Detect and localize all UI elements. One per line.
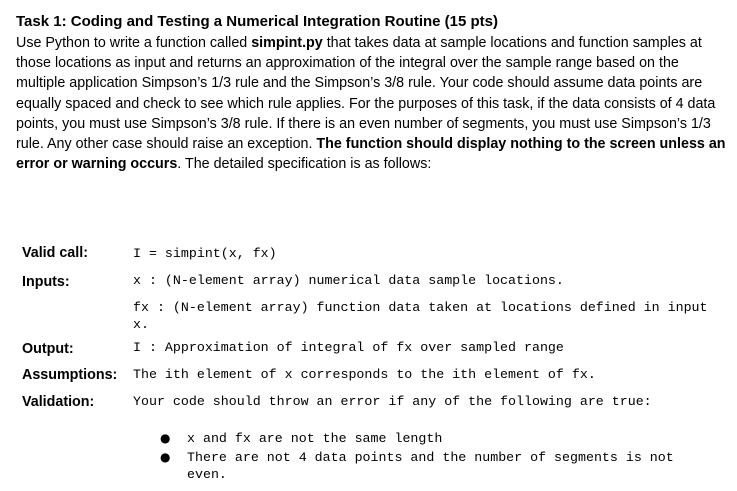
filename-text: simpint.py [251,35,323,51]
task-description [16,33,728,174]
task-title: Task 1: Coding and Testing a Numerical Integration Routine (15 pts) [16,13,498,30]
assumptions-label: Assumptions: [22,367,118,383]
validation-item: x and fx are not the same length [187,431,443,446]
bullet-icon: ● [160,450,171,464]
valid-call-label: Valid call: [22,245,88,261]
intro-text-2: that takes data at sample locations and function samples at those locations as input and returns an approximation of the integral over the sample range based on the multiple application Simpson’s 1/3 rule and the Simpson’s 3/8 rule. Your code should assume data points are equally spaced and check to see which rule applies. For the purposes of this task, if the data consists of 4 data points, you must use Simpson’s 3/8 rule. If there is an even number of segments, you must use Simpson’s 1/3 rule. Any other case should raise an exception. [16,35,716,153]
output-value: I : Approximation of integral of fx over sampled range [133,340,564,355]
inputs-label: Inputs: [22,274,70,290]
display-requirement-text: The function should display nothing to the screen unless an error or warning occurs [16,136,726,173]
assumptions-value: The ith element of x corresponds to the ith element of fx. [133,367,596,382]
validation-item: There are not 4 data points and the number of segments is not even. [187,450,682,482]
output-label: Output: [22,341,74,357]
validation-value: Your code should throw an error if any of the following are true: [133,394,652,409]
intro-text-3: . The detailed specification is as follows: [177,156,432,173]
validation-label: Validation: [22,394,95,410]
bullet-icon: ● [160,431,171,445]
intro-text-1: Use Python to write a function called [16,35,252,51]
valid-call-value: I = simpint(x, fx) [133,246,277,261]
input-fx-value: fx : (N-element array) function data taken at locations defined in input x. [133,300,716,332]
input-x-value: x : (N-element array) numerical data sample locations. [133,273,564,288]
